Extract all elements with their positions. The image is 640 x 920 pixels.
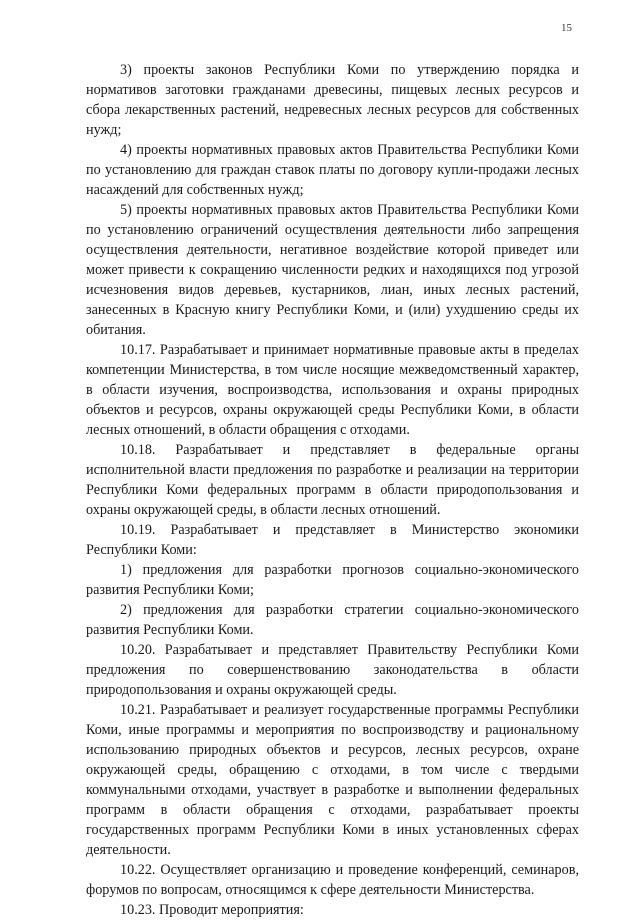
paragraph: 4) проекты нормативных правовых актов Правительства Республики Коми по установлению для граждан ставок платы по договору купли-продажи лесных насаждений для собственных нужд; [86,142,579,198]
paragraph: 3) проекты законов Республики Коми по утверждению порядка и нормативов заготовки гражданами древесины, пищевых лесных ресурсов и сбора лекарственных растений, недревесных лесных ресурсов для собственных нужд; [86,62,579,138]
paragraph: 10.23. Проводит мероприятия: [120,902,304,918]
paragraph: 10.17. Разрабатывает и принимает нормативные правовые акты в пределах компетенции Министерства, в том числе носящие межведомственный характер, в области изучения, воспроизводства, использования и охраны природных объектов и ресурсов, охраны окружающей среды Республики Коми, в области лесных отношений, в области обращения с отходами. [86,342,579,438]
paragraph: 10.19. Разрабатывает и представляет в Министерство экономики Республики Коми: [86,522,579,558]
paragraph: 10.22. Осуществляет организацию и проведение конференций, семинаров, форумов по вопросам, относящимся к сфере деятельности Министерства. [86,862,579,898]
paragraph: 5) проекты нормативных правовых актов Правительства Республики Коми по установлению ограничений осуществления деятельности либо запрещения осуществления деятельности, негативное воздействие которой приведет или может привести к сокращению численности редких и находящихся под угрозой исчезновения видов деревьев, кустарников, лиан, иных лесных растений, занесенных в Красную книгу Республики Коми, и (или) ухудшению среды их обитания. [86,202,579,338]
paragraph: 10.21. Разрабатывает и реализует государственные программы Республики Коми, иные программы и мероприятия по воспроизводству и рациональному использованию природных объектов и ресурсов, лесных ресурсов, охране окружающей среды, обращению с отходами, в том числе с твердыми коммунальными отходами, участвует в разработке и выполнении федеральных программ в области обращения с отходами, разрабатывает проекты государственных программ Республики Коми в иных установленных сферах деятельности. [86,702,579,858]
page-number: 15 [561,22,572,34]
paragraph: 2) предложения для разработки стратегии социально-экономического развития Республики Коми. [86,602,579,638]
paragraph: 10.18. Разрабатывает и представляет в федеральные органы исполнительной власти предложения по разработке и реализации на территории Республики Коми федеральных программ в области природопользования и охраны окружающей среды, в области лесных отношений. [86,442,579,518]
paragraph: 10.20. Разрабатывает и представляет Правительству Республики Коми предложения по совершенствованию законодательства в области природопользования и охраны окружающей среды. [86,642,579,698]
paragraph: 1) предложения для разработки прогнозов социально-экономического развития Республики Коми; [86,562,579,598]
document-body [86,60,579,920]
